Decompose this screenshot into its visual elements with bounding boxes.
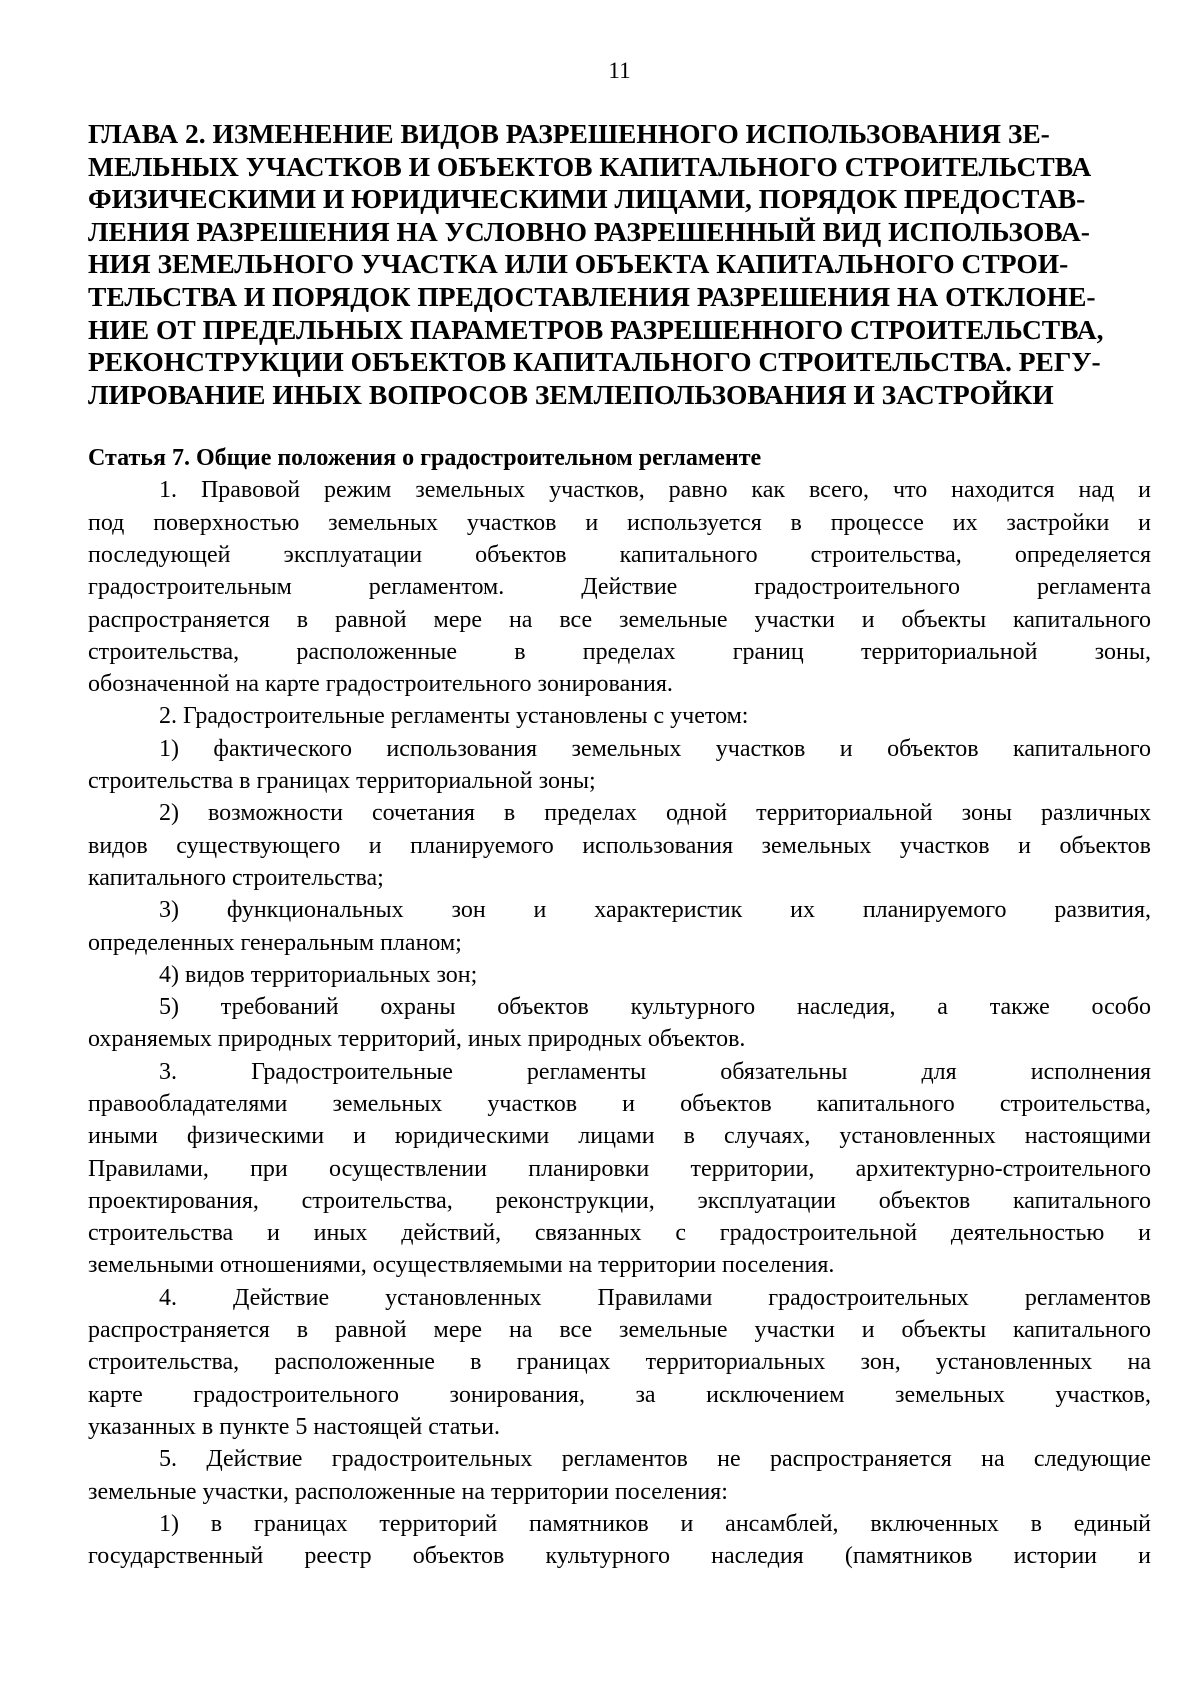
- text-line: капитального строительства;: [88, 864, 384, 891]
- paragraph: [88, 894, 1151, 959]
- paragraph: [88, 1443, 1151, 1508]
- chapter-title-line: НИЯ ЗЕМЕЛЬНОГО УЧАСТКА ИЛИ ОБЪЕКТА КАПИТАЛЬНОГО СТРОИ-: [88, 248, 1069, 280]
- paragraph: [88, 1508, 1151, 1573]
- text-line: Правилами, при осуществлении планировки территории, архитектурно-строительного: [88, 1155, 1151, 1182]
- text-line: обозначенной на карте градостроительного зонирования.: [88, 671, 673, 698]
- text-line: карте градостроительного зонирования, за исключением земельных участков,: [88, 1381, 1151, 1408]
- text-line: правообладателями земельных участков и объектов капитального строительства,: [88, 1090, 1151, 1117]
- chapter-title-line: ФИЗИЧЕСКИМИ И ЮРИДИЧЕСКИМИ ЛИЦАМИ, ПОРЯДОК ПРЕДОСТАВ-: [88, 183, 1086, 215]
- text-line: 5) требований охраны объектов культурного наследия, а также особо: [159, 994, 1151, 1021]
- text-line: земельные участки, расположенные на территории поселения:: [88, 1478, 728, 1505]
- chapter-title-line: ЛЕНИЯ РАЗРЕШЕНИЯ НА УСЛОВНО РАЗРЕШЕННЫЙ ВИД ИСПОЛЬЗОВА-: [88, 215, 1090, 247]
- paragraph: [88, 991, 1151, 1056]
- text-line: определенных генеральным планом;: [88, 929, 462, 956]
- text-line: последующей эксплуатации объектов капитального строительства, определяется: [88, 541, 1151, 568]
- chapter-title-line: РЕКОНСТРУКЦИИ ОБЪЕКТОВ КАПИТАЛЬНОГО СТРОИТЕЛЬСТВА. РЕГУ-: [88, 346, 1101, 378]
- text-line: градостроительным регламентом. Действие градостроительного регламента: [88, 574, 1151, 601]
- text-line: 4. Действие установленных Правилами градостроительных регламентов: [159, 1284, 1151, 1311]
- paragraph: [88, 700, 1151, 732]
- text-line: строительства, расположенные в границах территориальных зон, установленных на: [88, 1349, 1151, 1376]
- paragraph: [88, 797, 1151, 894]
- chapter-title-line: МЕЛЬНЫХ УЧАСТКОВ И ОБЪЕКТОВ КАПИТАЛЬНОГО СТРОИТЕЛЬСТВА: [88, 150, 1092, 182]
- paragraph: [88, 733, 1151, 798]
- text-line: строительства, расположенные в пределах границ территориальной зоны,: [88, 638, 1151, 665]
- paragraph: [88, 1056, 1151, 1282]
- text-line: указанных в пункте 5 настоящей статьи.: [88, 1413, 501, 1440]
- text-line: проектирования, строительства, реконструкции, эксплуатации объектов капитального: [88, 1187, 1151, 1214]
- article-body: [88, 474, 1151, 1572]
- text-line: 4) видов территориальных зон;: [159, 961, 478, 988]
- text-line: 1) фактического использования земельных участков и объектов капитального: [159, 735, 1151, 762]
- text-line: распространяется в равной мере на все земельные участки и объекты капитального: [88, 1317, 1151, 1344]
- chapter-title-line: ЛИРОВАНИЕ ИНЫХ ВОПРОСОВ ЗЕМЛЕПОЛЬЗОВАНИЯ И ЗАСТРОЙКИ: [88, 378, 1054, 410]
- chapter-title-line: ТЕЛЬСТВА И ПОРЯДОК ПРЕДОСТАВЛЕНИЯ РАЗРЕШЕНИЯ НА ОТКЛОНЕ-: [88, 280, 1096, 312]
- text-line: охраняемых природных территорий, иных природных объектов.: [88, 1026, 746, 1053]
- chapter-title-line: НИЕ ОТ ПРЕДЕЛЬНЫХ ПАРАМЕТРОВ РАЗРЕШЕННОГО СТРОИТЕЛЬСТВА,: [88, 313, 1104, 345]
- text-line: строительства в границах территориальной зоны;: [88, 768, 596, 795]
- text-line: иными физическими и юридическими лицами в случаях, установленных настоящими: [88, 1123, 1151, 1150]
- article-heading: Статья 7. Общие положения о градостроительном регламенте: [88, 445, 762, 472]
- text-line: распространяется в равной мере на все земельные участки и объекты капитального: [88, 606, 1151, 633]
- text-line: строительства и иных действий, связанных с градостроительной деятельностью и: [88, 1220, 1151, 1247]
- text-line: земельными отношениями, осуществляемыми на территории поселения.: [88, 1252, 835, 1279]
- text-line: под поверхностью земельных участков и используется в процессе их застройки и: [88, 509, 1151, 536]
- text-line: 3) функциональных зон и характеристик их планируемого развития,: [159, 897, 1151, 924]
- page-number: 11: [608, 58, 631, 83]
- chapter-title-line: ГЛАВА 2. ИЗМЕНЕНИЕ ВИДОВ РАЗРЕШЕННОГО ИСПОЛЬЗОВАНИЯ ЗЕ-: [88, 118, 1050, 149]
- text-line: 5. Действие градостроительных регламентов не распространяется на следующие: [159, 1446, 1151, 1473]
- text-line: 2) возможности сочетания в пределах одной территориальной зоны различных: [159, 800, 1151, 827]
- text-line: 2. Градостроительные регламенты установлены с учетом:: [159, 703, 749, 730]
- text-line: государственный реестр объектов культурного наследия (памятников истории и: [88, 1543, 1151, 1570]
- chapter-title: [88, 118, 1151, 411]
- paragraph: [88, 474, 1151, 700]
- paragraph: [88, 1282, 1151, 1443]
- text-line: видов существующего и планируемого использования земельных участков и объектов: [88, 832, 1151, 859]
- text-line: 1. Правовой режим земельных участков, равно как всего, что находится над и: [159, 477, 1151, 504]
- paragraph: [88, 959, 1151, 991]
- text-line: 1) в границах территорий памятников и ансамблей, включенных в единый: [159, 1510, 1151, 1537]
- text-line: 3. Градостроительные регламенты обязательны для исполнения: [159, 1058, 1151, 1085]
